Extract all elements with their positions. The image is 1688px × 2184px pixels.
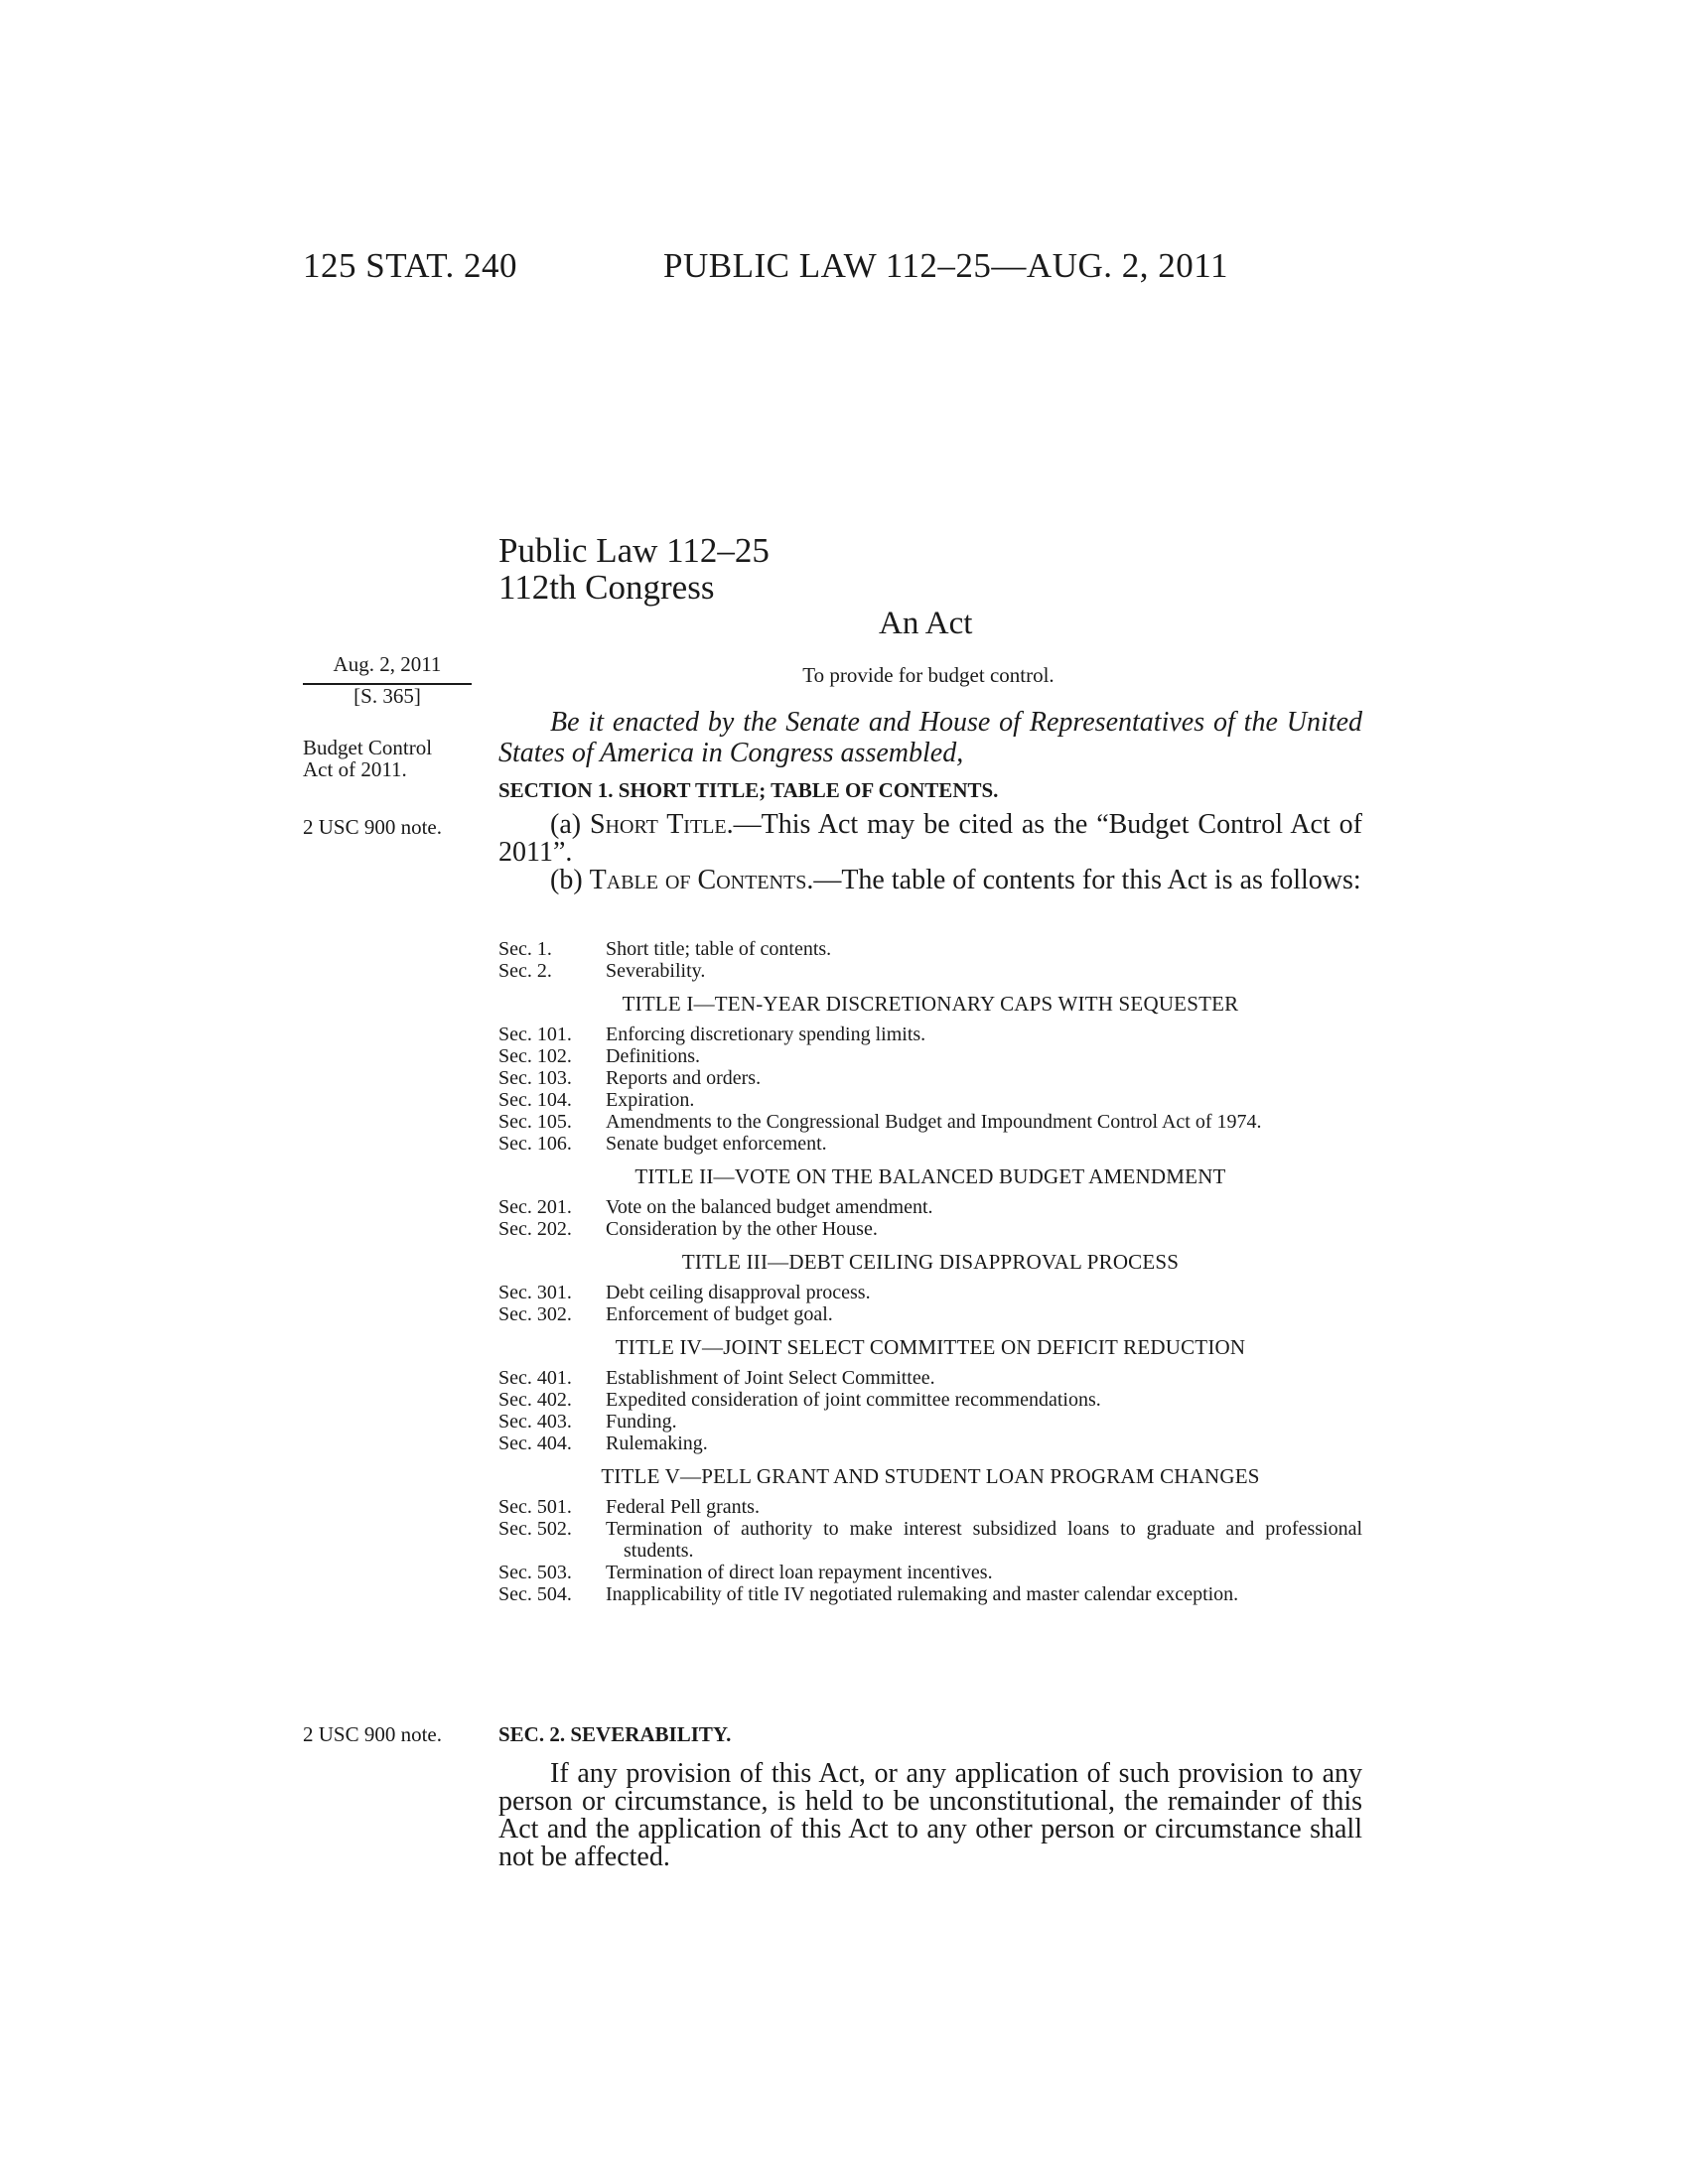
toc-section-title: Expedited consideration of joint committee recommendations. [606,1389,1101,1411]
subsection-b-label: (b) [550,865,590,895]
toc-section-number: Sec. 201. [498,1196,572,1218]
toc-entry [498,1111,1362,1133]
margin-short-title-line2: Act of 2011. [303,757,407,781]
toc-entry [498,1562,1362,1583]
toc-section-title [606,1111,1362,1133]
toc-section-number: Sec. 104. [498,1089,572,1111]
toc-entry [498,1067,1362,1089]
toc-section-number: Sec. 301. [498,1282,572,1303]
toc-entry [498,1389,1362,1411]
toc-title-heading: TITLE IV—JOINT SELECT COMMITTEE ON DEFICIT REDUCTION [615,1335,1246,1359]
toc-section-title: Severability. [606,960,706,982]
toc-entry [498,960,1362,982]
margin-usc-note-2: 2 USC 900 note. [303,1722,443,1746]
toc-section-number: Sec. 102. [498,1045,572,1067]
toc-entry [498,1433,1362,1454]
toc-section-number: Sec. 403. [498,1411,572,1433]
toc-section-number: Sec. 503. [498,1562,572,1583]
subsection-b-caption: Table of Contents [589,865,807,895]
toc-section-title: Funding. [606,1411,677,1433]
toc-title-heading: TITLE II—VOTE ON THE BALANCED BUDGET AMENDMENT [634,1164,1226,1188]
toc-section-title: Expiration. [606,1089,695,1111]
an-act-heading: An Act [879,606,973,641]
toc-section-title [606,1583,1362,1605]
margin-date: Aug. 2, 2011 [303,653,472,685]
toc-section-number: Sec. 501. [498,1496,572,1518]
toc-section-number: Sec. 401. [498,1367,572,1389]
toc-entry [498,1133,1362,1155]
toc-entry [498,1518,1362,1562]
toc-section-title: Definitions. [606,1045,700,1067]
toc-section-title-text: Termination of authority to make interest subsidized loans to graduate and professional students. [606,1518,1362,1562]
subsection-a-caption: Short Title [589,809,727,840]
subsection-a-label: (a) [550,809,590,840]
section-2-heading: SEC. 2. SEVERABILITY. [498,1722,732,1746]
toc-section-title [606,1518,1362,1562]
margin-usc-note-1: 2 USC 900 note. [303,815,443,839]
toc-entry [498,1024,1362,1045]
toc-section-title: Consideration by the other House. [606,1218,878,1240]
toc-entry [498,1367,1362,1389]
toc-section-number: Sec. 2. [498,960,552,982]
toc-section-title: Establishment of Joint Select Committee. [606,1367,935,1389]
toc-title-heading: TITLE I—TEN-YEAR DISCRETIONARY CAPS WITH SEQUESTER [622,992,1239,1016]
toc-section-title: Senate budget enforcement. [606,1133,827,1155]
toc-section-title-text: Amendments to the Congressional Budget and Impoundment Control Act of 1974. [606,1111,1262,1133]
congress-number: 112th Congress [498,568,715,607]
act-purpose: To provide for budget control. [802,663,1055,687]
toc-section-title: Enforcing discretionary spending limits. [606,1024,926,1045]
section-2-body: If any provision of this Act, or any application of such provision to any person or circumstance, is held to be unconstitutional, the remainder of this Act and the application of this Act to any other person or circumstance shall not be affected. [498,1758,1362,1872]
toc-section-number: Sec. 103. [498,1067,572,1089]
toc-section-title: Federal Pell grants. [606,1496,760,1518]
toc-entry [498,1496,1362,1518]
toc-section-title: Debt ceiling disapproval process. [606,1282,871,1303]
toc-section-title: Rulemaking. [606,1433,708,1454]
toc-section-number: Sec. 404. [498,1433,572,1454]
running-head-law-date: PUBLIC LAW 112–25—AUG. 2, 2011 [663,246,1228,285]
toc-section-title: Vote on the balanced budget amendment. [606,1196,933,1218]
running-head-stat-page: 125 STAT. 240 [303,246,517,285]
toc-section-number: Sec. 106. [498,1133,572,1155]
section-1-subsection-b [498,867,1362,894]
toc-section-title-text: Inapplicability of title IV negotiated rulemaking and master calendar exception. [606,1583,1239,1605]
subsection-b-text: .—The table of contents for this Act is as follows: [806,865,1361,895]
toc-section-number: Sec. 202. [498,1218,572,1240]
toc-entry [498,1045,1362,1067]
margin-short-title-line1: Budget Control [303,736,433,759]
toc-section-title: Short title; table of contents. [606,938,832,960]
section-1-heading: SECTION 1. SHORT TITLE; TABLE OF CONTENTS. [498,778,999,802]
toc-entry [498,1282,1362,1303]
table-of-contents [498,938,1362,1605]
subsection-a-text: .—This Act may be cited as the “Budget Control Act of 2011”. [498,809,1362,868]
public-law-number: Public Law 112–25 [498,531,770,570]
toc-section-title: Enforcement of budget goal. [606,1303,833,1325]
toc-title-heading: TITLE III—DEBT CEILING DISAPPROVAL PROCESS [681,1250,1180,1274]
toc-entry [498,1218,1362,1240]
enacting-clause: Be it enacted by the Senate and House of Representatives of the United States of America in Congress assembled, [498,707,1362,768]
toc-section-number: Sec. 302. [498,1303,572,1325]
toc-section-title: Termination of direct loan repayment incentives. [606,1562,993,1583]
toc-section-number: Sec. 1. [498,938,552,960]
toc-entry [498,938,1362,960]
toc-section-number: Sec. 101. [498,1024,572,1045]
toc-entry [498,1089,1362,1111]
toc-entry [498,1303,1362,1325]
toc-title-heading: TITLE V—PELL GRANT AND STUDENT LOAN PROGRAM CHANGES [601,1464,1260,1488]
margin-bill-number: [S. 365] [353,684,421,708]
toc-section-number: Sec. 502. [498,1518,572,1540]
toc-section-number: Sec. 105. [498,1111,572,1133]
section-1-subsection-a [498,811,1362,867]
toc-section-title: Reports and orders. [606,1067,762,1089]
toc-entry [498,1583,1362,1605]
toc-section-number: Sec. 504. [498,1583,572,1605]
toc-entry [498,1196,1362,1218]
toc-section-number: Sec. 402. [498,1389,572,1411]
toc-entry [498,1411,1362,1433]
margin-short-title [303,737,432,780]
